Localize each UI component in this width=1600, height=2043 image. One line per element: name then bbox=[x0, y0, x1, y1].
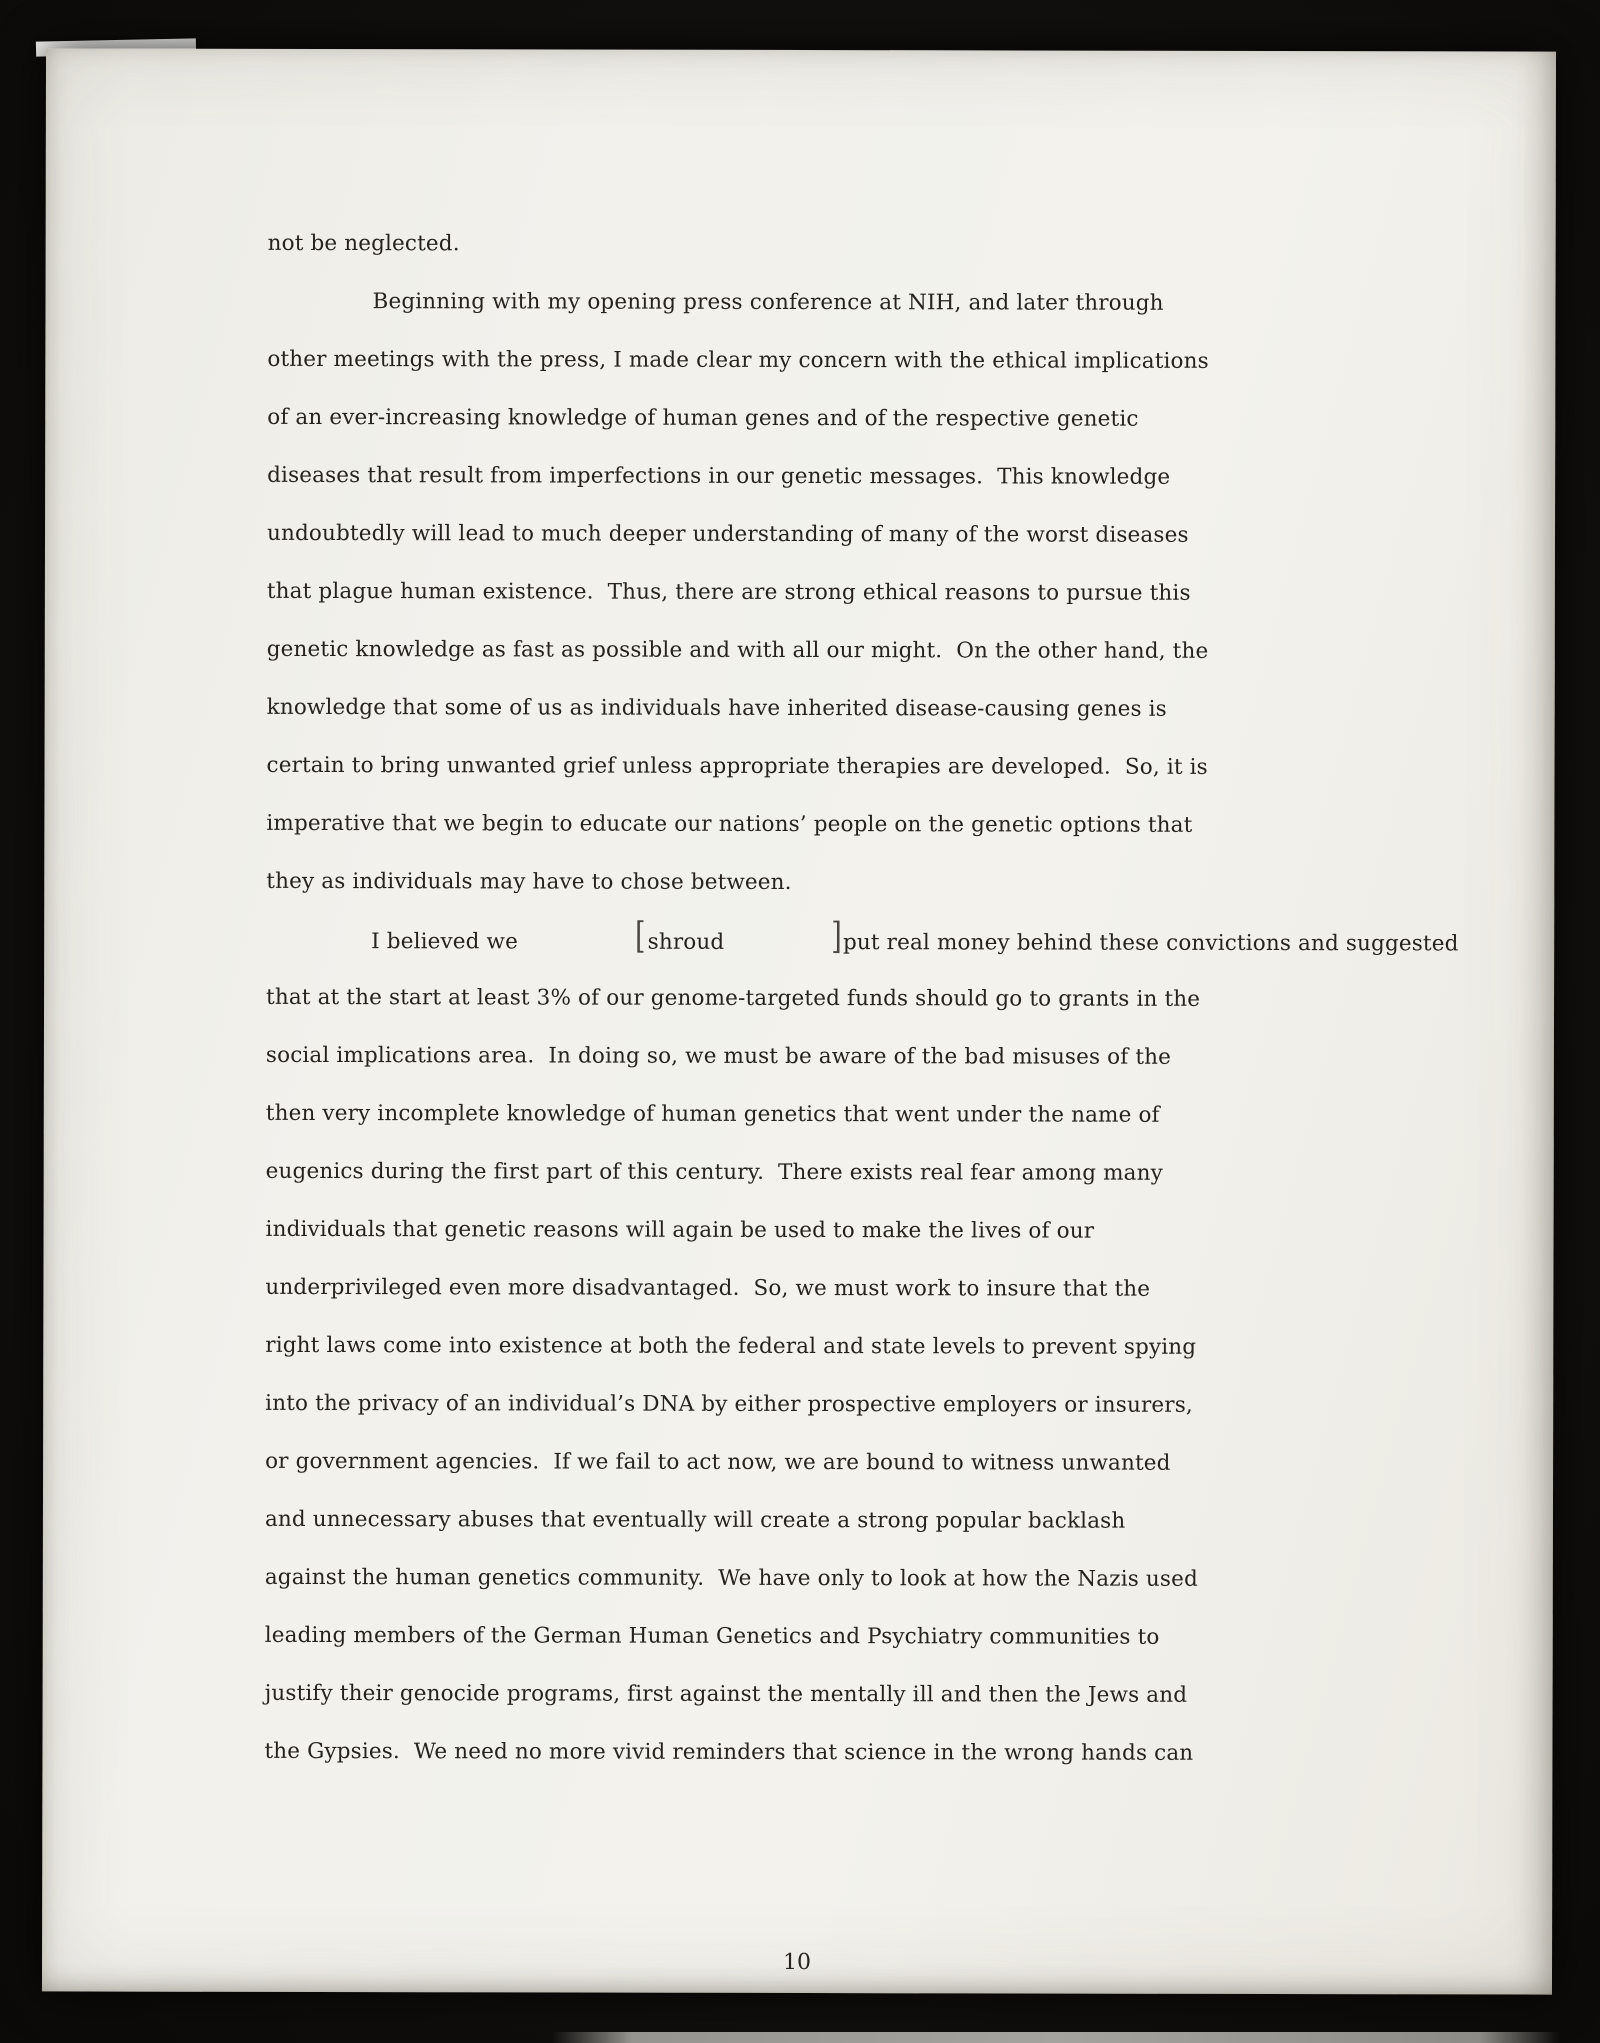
text-line: right laws come into existence at both the federal and state levels to prevent spying bbox=[265, 1332, 1197, 1360]
text-line: against the human genetics community. We have only to look at how the Nazis used bbox=[264, 1564, 1198, 1592]
text-line: knowledge that some of us as individuals have inherited disease-causing genes is bbox=[266, 694, 1167, 722]
text-line: the Gypsies. We need no more vivid reminders that science in the wrong hands can bbox=[264, 1738, 1194, 1766]
text-line: leading members of the German Human Genetics and Psychiatry communities to bbox=[264, 1622, 1160, 1650]
handwritten-bracket-close: ] bbox=[831, 915, 843, 958]
text-line: they as individuals may have to chose between. bbox=[266, 868, 792, 895]
text-line: other meetings with the press, I made clear my concern with the ethical implications bbox=[267, 346, 1209, 374]
text-line: justify their genocide programs, first against the mentally ill and then the Jews and bbox=[264, 1680, 1188, 1708]
text-line: into the privacy of an individual’s DNA by either prospective employers or insurers, bbox=[265, 1390, 1193, 1418]
bracketed-word: shroud bbox=[647, 929, 725, 955]
text-line: of an ever-increasing knowledge of human genes and of the respective genetic bbox=[267, 404, 1139, 432]
text-line: or government agencies. If we fail to act now, we are bound to witness unwanted bbox=[265, 1448, 1171, 1476]
document-page bbox=[42, 48, 1556, 1994]
text-line: diseases that result from imperfections in our genetic messages. This knowledge bbox=[267, 462, 1171, 490]
handwritten-bracket-open: [ bbox=[634, 915, 646, 958]
text-line: I believed we [shroud ]put real money behind these convictions and suggested bbox=[266, 911, 1396, 971]
text-line: imperative that we begin to educate our nations’ people on the genetic options that bbox=[266, 810, 1193, 838]
text-line: and unnecessary abuses that eventually will create a strong popular backlash bbox=[264, 1506, 1126, 1534]
scanner-edge-strip bbox=[552, 2032, 1560, 2043]
text-line: certain to bring unwanted grief unless appropriate therapies are developed. So, it is bbox=[266, 752, 1208, 780]
text-line: individuals that genetic reasons will again be used to make the lives of our bbox=[265, 1216, 1095, 1244]
text-line: eugenics during the first part of this century. There exists real fear among many bbox=[265, 1158, 1163, 1186]
text-line: social implications area. In doing so, we must be aware of the bad misuses of the bbox=[265, 1042, 1172, 1070]
document-body bbox=[264, 215, 1459, 1783]
text-line: underprivileged even more disadvantaged. So, we must work to insure that the bbox=[265, 1274, 1151, 1302]
text-line: then very incomplete knowledge of human genetics that went under the name of bbox=[265, 1100, 1160, 1128]
page-number: 10 bbox=[783, 1949, 812, 1976]
text-line: that at the start at least 3% of our genome-targeted funds should go to grants in the bbox=[266, 984, 1201, 1012]
text-line: undoubtedly will lead to much deeper understanding of many of the worst diseases bbox=[266, 520, 1189, 548]
text-line: not be neglected. bbox=[267, 230, 460, 257]
text-line: genetic knowledge as fast as possible and with all our might. On the other hand, the bbox=[266, 636, 1209, 664]
text-line: that plague human existence. Thus, there are strong ethical reasons to pursue this bbox=[266, 578, 1191, 606]
text-line: Beginning with my opening press conference at NIH, and later through bbox=[372, 289, 1164, 316]
